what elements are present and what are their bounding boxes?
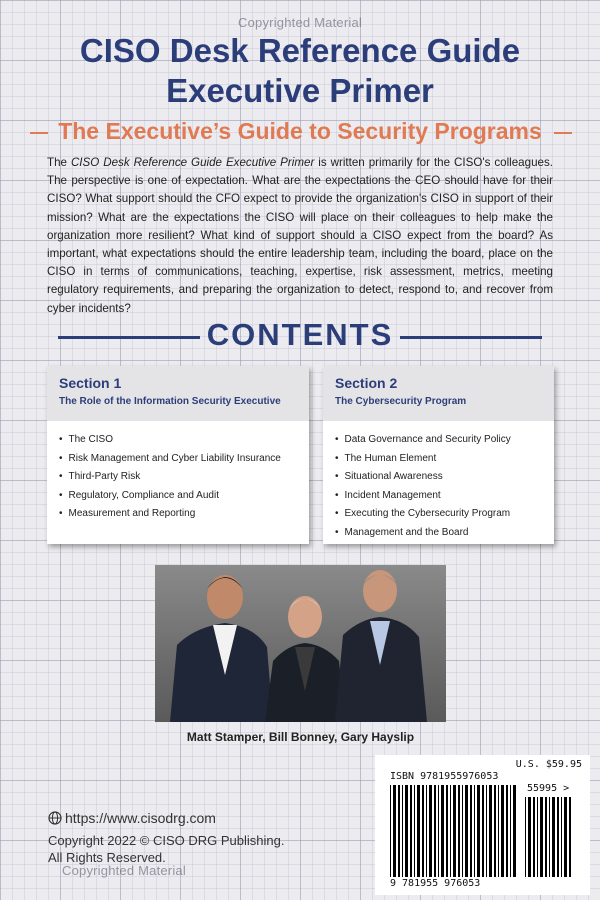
barcode-bar [453, 785, 456, 877]
section-2-list [323, 421, 554, 542]
barcode-bar [569, 797, 571, 877]
barcode-bar [446, 785, 448, 877]
section-card-2 [323, 366, 554, 544]
copyright-line1: Copyright 2022 © CISO DRG Publishing. [48, 833, 285, 848]
barcode-bar [513, 785, 516, 877]
list-item: • Incident Management [335, 487, 542, 506]
barcode-bar [482, 785, 484, 877]
barcode-bar [537, 797, 538, 877]
barcode-bar [426, 785, 427, 877]
addon-number: 55995 > [527, 783, 570, 794]
copyright [48, 832, 284, 866]
barcode-bar [494, 785, 496, 877]
list-item: • Risk Management and Cyber Liability Insurance [59, 450, 297, 469]
barcode-bar [552, 797, 555, 877]
barcode-bar [489, 785, 492, 877]
barcode-bar [422, 785, 424, 877]
barcode-bar [533, 797, 535, 877]
barcode-bar [486, 785, 487, 877]
barcode-bar [477, 785, 480, 877]
barcode-bar [398, 785, 400, 877]
barcode-bar [402, 785, 403, 877]
barcode-number: 9 781955 976053 [390, 878, 481, 889]
barcode-bar [414, 785, 415, 877]
price-label: U.S. $59.95 [515, 759, 582, 770]
authors-photo-illustration [155, 565, 446, 722]
book-title-line2: Executive Primer [166, 72, 434, 109]
list-item: • Executing the Cybersecurity Program [335, 505, 542, 524]
watermark-top: Copyrighted Material [238, 15, 362, 30]
section-card-1-header [47, 366, 309, 421]
barcode-bar [525, 797, 526, 877]
book-title-line1: CISO Desk Reference Guide [79, 32, 521, 69]
list-item: • Data Governance and Security Policy [335, 431, 542, 450]
copyright-line2: All Rights Reserved. [48, 850, 166, 865]
section-1-list [47, 421, 309, 524]
barcode-bar [429, 785, 432, 877]
section-card-1 [47, 366, 309, 544]
section-1-subtitle: The Role of the Information Security Executive [59, 396, 281, 407]
isbn-label: ISBN 9781955976053 [390, 771, 499, 782]
barcode-bar [528, 797, 531, 877]
barcode-bar [470, 785, 472, 877]
book-subtitle: The Executive’s Guide to Security Programs [58, 118, 542, 144]
section-card-2-header [323, 366, 554, 421]
list-item: • Third-Party Risk [59, 468, 297, 487]
list-item: • Measurement and Reporting [59, 505, 297, 524]
barcode-bar [498, 785, 499, 877]
website-url[interactable]: https://www.cisodrg.com [65, 810, 216, 826]
barcode-bar [561, 797, 562, 877]
barcode-bar [458, 785, 460, 877]
barcode-box [375, 755, 590, 895]
barcode-bar [393, 785, 396, 877]
barcode-bar [434, 785, 436, 877]
section-2-subtitle: The Cybersecurity Program [335, 396, 467, 407]
intro-part2: is written primarily for the CISO's colleagues. The perspective is one of expectation. What are the expectations the CEO should have for their CISO? What support should the CFO expect to provide the organization's CISO in support of their mission? What are the expectations the CISO will place on their colleagues to help make the organization more resilient? What kind of support should a CISO expect from the board? As important, what expectations should the entire leadership team, including the board, place on the CISO in terms of communications, teaching, expertise, risk assessment, metrics, meeting regulatory requirements, and preparing the organization to detect, respond to, and recover from cyber incidents? [47, 156, 553, 315]
watermark-bottom: Copyrighted Material [62, 863, 186, 878]
intro-paragraph [47, 154, 553, 318]
barcode-bar [417, 785, 420, 877]
globe-icon [48, 811, 62, 828]
list-item: • The CISO [59, 431, 297, 450]
barcode-bar [441, 785, 444, 877]
barcode-bar [564, 797, 567, 877]
authors-photo [155, 565, 446, 722]
price-addon-barcode [525, 797, 575, 877]
authors-names: Matt Stamper, Bill Bonney, Gary Hayslip [186, 730, 415, 744]
list-item: • The Human Element [335, 450, 542, 469]
barcode-bar [438, 785, 439, 877]
barcode-bar [405, 785, 408, 877]
website-line [48, 810, 216, 828]
isbn-barcode [390, 785, 520, 877]
intro-part1: The [47, 156, 71, 169]
barcode-bar [510, 785, 511, 877]
intro-title-italic: CISO Desk Reference Guide Executive Primer [70, 156, 315, 169]
barcode-bar [474, 785, 475, 877]
barcode-bar [410, 785, 412, 877]
section-1-name: Section 1 [59, 375, 122, 391]
list-item: • Situational Awareness [335, 468, 542, 487]
barcode-bar [450, 785, 451, 877]
contents-rule-right [400, 336, 542, 339]
barcode-bar [557, 797, 559, 877]
barcode-bar [501, 785, 504, 877]
barcode-bar [462, 785, 463, 877]
barcode-bar [465, 785, 468, 877]
list-item: • Regulatory, Compliance and Audit [59, 487, 297, 506]
list-item: • Management and the Board [335, 524, 542, 543]
section-2-name: Section 2 [335, 375, 398, 391]
barcode-bar [390, 785, 391, 877]
subtitle-rule-right [554, 132, 572, 134]
contents-heading: CONTENTS [206, 317, 394, 352]
barcode-bar [506, 785, 508, 877]
barcode-bar [545, 797, 547, 877]
barcode-bar [540, 797, 543, 877]
barcode-bar [549, 797, 550, 877]
